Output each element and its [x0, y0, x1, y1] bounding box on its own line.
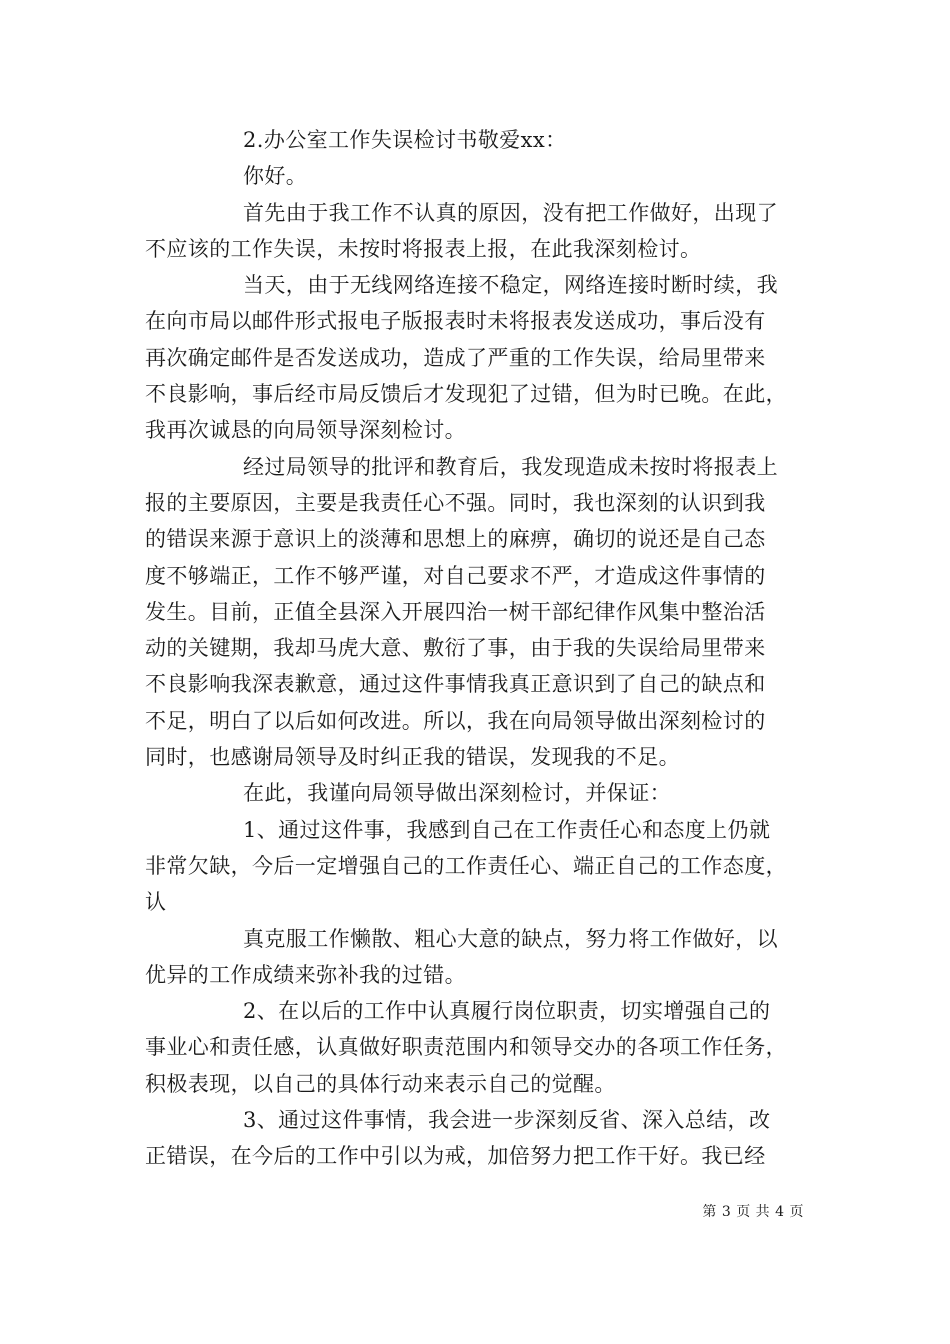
document-line: 经过局领导的批评和教育后，我发现造成未按时将报表上	[243, 454, 778, 479]
document-line: 2、在以后的工作中认真履行岗位职责，切实增强自己的	[243, 999, 771, 1024]
document-line: 的错误来源于意识上的淡薄和思想上的麻痹，确切的说还是自己态	[145, 527, 766, 552]
document-line: 不足，明白了以后如何改进。所以，我在向局领导做出深刻检讨的	[145, 708, 766, 733]
document-line: 当天，由于无线网络连接不稳定，网络连接时断时续，我	[243, 273, 778, 298]
document-line: 非常欠缺，今后一定增强自己的工作责任心、端正自己的工作态度，	[145, 853, 787, 878]
document-body	[145, 122, 825, 1175]
document-line: 度不够端正，工作不够严谨，对自己要求不严，才造成这件事情的	[145, 563, 766, 588]
document-line: 事业心和责任感，认真做好职责范围内和领导交办的各项工作任务，	[145, 1035, 787, 1060]
document-line: 发生。目前，正值全县深入开展四治一树干部纪律作风集中整治活	[145, 599, 766, 624]
document-line: 在此，我谨向局领导做出深刻检讨，并保证：	[243, 781, 671, 806]
page-number-footer: 第 3 页 共 4 页	[702, 1204, 804, 1220]
document-line: 我再次诚恳的向局领导深刻检讨。	[145, 418, 466, 443]
document-line: 不良影响，事后经市局反馈后才发现犯了过错，但为时已晚。在此，	[145, 382, 787, 407]
document-line: 不应该的工作失误，未按时将报表上报，在此我深刻检讨。	[145, 236, 702, 261]
document-line: 不良影响我深表歉意，通过这件事情我真正意识到了自己的缺点和	[145, 672, 766, 697]
document-line-heading: 2.办公室工作失误检讨书敬爱xx：	[243, 128, 567, 152]
document-line: 动的关键期，我却马虎大意、敷衍了事，由于我的失误给局里带来	[145, 636, 766, 661]
document-line: 积极表现，以自己的具体行动来表示自己的觉醒。	[145, 1071, 616, 1096]
document-line: 报的主要原因，主要是我责任心不强。同时，我也深刻的认识到我	[145, 490, 766, 515]
document-line: 真克服工作懒散、粗心大意的缺点，努力将工作做好，以	[243, 926, 778, 951]
document-line: 再次确定邮件是否发送成功，造成了严重的工作失误，给局里带来	[145, 345, 766, 370]
document-line: 优异的工作成绩来弥补我的过错。	[145, 962, 466, 987]
document-line: 认	[145, 890, 167, 915]
document-line: 1、通过这件事，我感到自己在工作责任心和态度上仍就	[243, 817, 771, 842]
document-line: 正错误，在今后的工作中引以为戒，加倍努力把工作干好。我已经	[145, 1144, 766, 1169]
document-line: 3、通过这件事情，我会进一步深刻反省、深入总结，改	[243, 1108, 771, 1133]
document-line: 首先由于我工作不认真的原因，没有把工作做好，出现了	[243, 200, 778, 225]
document-line: 同时，也感谢局领导及时纠正我的错误，发现我的不足。	[145, 745, 680, 770]
document-line-greeting: 你好。	[243, 164, 308, 189]
document-line: 在向市局以邮件形式报电子版报表时未将报表发送成功，事后没有	[145, 309, 766, 334]
